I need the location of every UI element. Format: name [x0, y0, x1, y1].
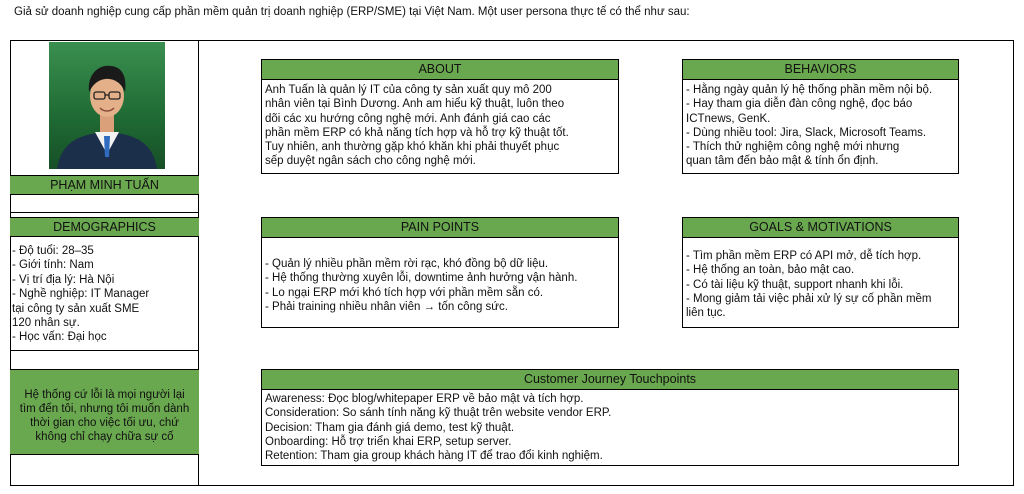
divider — [10, 350, 199, 351]
about-line: sếp duyệt ngân sách cho công nghệ mới. — [265, 155, 476, 168]
about-line: Tuy nhiên, anh thường gặp khó khăn khi phải thuyết phục — [265, 141, 560, 154]
goal-line: - Mong giảm tải việc phải xử lý sự cố phần mềm — [686, 292, 932, 305]
goal-line: liên tục. — [686, 307, 726, 320]
demographics-line: - Độ tuổi: 28–35 — [12, 245, 94, 257]
behaviors-title: BEHAVIORS — [683, 60, 958, 80]
pain-points-body — [262, 238, 618, 314]
about-body — [262, 80, 618, 169]
demographics-line: - Vị trí địa lý: Hà Nội — [12, 273, 115, 286]
journey-title: Customer Journey Touchpoints — [262, 370, 958, 390]
journey-line: Consideration: So sánh tính năng kỹ thuật trên website vendor ERP. — [265, 407, 612, 420]
pain-point-line: - Quản lý nhiều phần mềm rời rạc, khó đồng bộ dữ liệu. — [265, 258, 549, 270]
behaviors-line: - Hằng ngày quản lý hệ thống phần mềm nội bộ. — [686, 84, 933, 96]
persona-name: PHẠM MINH TUẤN — [10, 175, 199, 195]
goals-title: GOALS & MOTIVATIONS — [683, 218, 958, 238]
goals-box — [682, 217, 959, 328]
pain-points-title: PAIN POINTS — [262, 218, 618, 238]
pain-point-line: - Phải training nhiều nhân viên → tốn công sức. — [265, 300, 508, 313]
demographics-line: tại công ty sản xuất SME — [12, 302, 140, 315]
behaviors-box — [682, 59, 959, 174]
demographics-line: - Giới tính: Nam — [12, 259, 94, 272]
goal-line: - Tìm phần mềm ERP có API mở, dễ tích hợp. — [686, 250, 922, 262]
goals-body — [683, 238, 958, 320]
goal-line: - Có tài liệu kỹ thuật, support nhanh khi lỗi. — [686, 278, 904, 291]
about-line: Anh Tuấn là quản lý IT của công ty sản xuất quy mô 200 — [265, 84, 552, 96]
divider — [10, 212, 199, 213]
behaviors-line: - Hay tham gia diễn đàn công nghệ, đọc báo — [686, 98, 913, 111]
journey-body — [262, 390, 958, 463]
journey-line: Onboarding: Hỗ trợ triển khai ERP, setup server. — [265, 435, 512, 448]
behaviors-line: - Dùng nhiều tool: Jira, Slack, Microsoft Teams. — [686, 126, 927, 139]
persona-quote: Hệ thống cứ lỗi là mọi người lại tìm đến tôi, nhưng tôi muốn dành thời gian cho việc tối ưu, chứ không chỉ chạy chữa sự cố — [10, 369, 199, 455]
about-box — [261, 59, 619, 174]
journey-line: Awareness: Đọc blog/whitepaper ERP về bảo mật và tích hợp. — [265, 393, 584, 405]
about-line: dõi các xu hướng công nghệ mới. Anh đánh giá cao các — [265, 112, 551, 125]
behaviors-line: - Thích thử nghiệm công nghệ mới nhưng — [686, 141, 900, 154]
demographics-line: - Nghề nghiệp: IT Manager — [12, 288, 150, 301]
demographics-list — [12, 244, 194, 345]
journey-box — [261, 369, 959, 466]
pain-point-line: - Hệ thống thường xuyên lỗi, downtime ảnh hưởng vận hành. — [265, 272, 578, 285]
demographics-line: - Học vấn: Đại học — [12, 331, 107, 344]
persona-photo — [49, 42, 165, 169]
demographics-line: 120 nhân sự. — [12, 317, 80, 330]
journey-line: Decision: Tham gia đánh giá demo, test kỹ thuật. — [265, 421, 515, 434]
intro-text: Giả sử doanh nghiệp cung cấp phần mềm quản trị doanh nghiệp (ERP/SME) tại Việt Nam. Một user persona thực tế có thể như sau: — [14, 6, 690, 18]
about-line: phần mềm ERP có khả năng tích hợp và hỗ trợ kỹ thuật tốt. — [265, 126, 569, 139]
journey-line: Retention: Tham gia group khách hàng IT để trao đổi kinh nghiệm. — [265, 450, 603, 463]
behaviors-line: ICTnews, GenK. — [686, 112, 771, 125]
behaviors-body — [683, 80, 958, 169]
about-title: ABOUT — [262, 60, 618, 80]
behaviors-line: quan tâm đến bảo mật & tính ổn định. — [686, 155, 879, 168]
pain-points-box — [261, 217, 619, 328]
demographics-title: DEMOGRAPHICS — [10, 217, 199, 237]
about-line: nhân viên tại Bình Dương. Anh am hiểu kỹ thuật, luôn theo — [265, 98, 565, 111]
pain-point-line: - Lo ngại ERP mới khó tích hợp với phần mềm sẵn có. — [265, 286, 544, 299]
person-portrait-icon — [49, 42, 165, 169]
goal-line: - Hệ thống an toàn, bảo mật cao. — [686, 264, 855, 277]
